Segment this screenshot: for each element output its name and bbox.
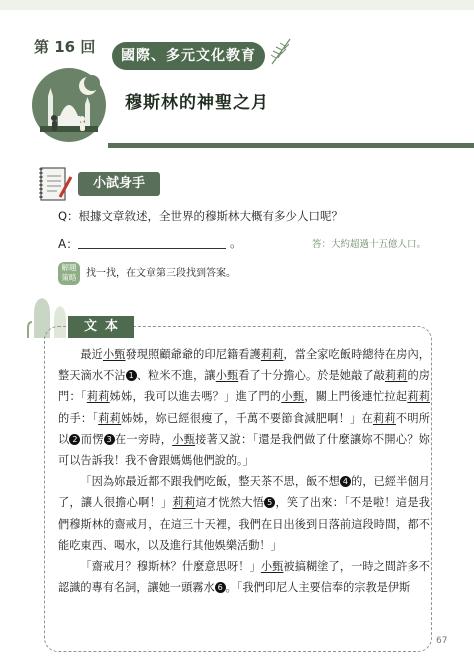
name-lili: 莉莉: [98, 411, 122, 425]
name-lili: 莉莉: [407, 390, 430, 404]
quiz-section-label: 小試身手: [78, 172, 160, 196]
text-run: 。「我們印尼人主要信奉的宗教是伊斯: [225, 581, 411, 595]
text-run: 最近: [80, 348, 103, 361]
name-lili: 莉莉: [372, 411, 396, 425]
strategy-text: 找一找，在文章第三段找到答案。: [86, 268, 236, 279]
name-xiaozhen: 小甄: [172, 432, 196, 446]
name-xiaozhen: 小甄: [102, 348, 126, 361]
name-lili: 莉莉: [86, 390, 110, 404]
notebook-pencil-icon: [38, 165, 72, 203]
footnote-marker: 1: [126, 370, 137, 381]
mosque-illustration: [30, 66, 108, 144]
text-run: 看了十分擔心。於是她敲了敲: [238, 369, 385, 383]
text-run: 姊姊，我可以進去嗎？」進了門的: [109, 390, 282, 404]
text-run: 「因為妳最近都不跟我們吃飯，整天茶不思，飯不想: [80, 475, 340, 489]
name-lili: 莉莉: [172, 496, 196, 510]
name-xiaozhen: 小甄: [215, 369, 239, 383]
answer-label: A：: [58, 237, 79, 251]
text-run: 姊姊，妳已經很瘦了，千萬不要節食減肥啊！」在: [121, 411, 373, 425]
text-run: 發現照顧爺爺的印尼籍看護: [125, 348, 261, 361]
text-run: ，當全家吃飯時總待在房內，整天滴水不沾: [58, 348, 430, 383]
answer-suffix: 。: [230, 236, 243, 250]
text-run: 不明所以: [58, 411, 430, 446]
footnote-marker: 3: [104, 434, 115, 445]
paragraph-3: [58, 556, 430, 598]
lesson-number: 第 16 回: [34, 38, 96, 56]
strategy-badge: 解題策略: [58, 262, 80, 285]
theme-badge: 國際、多元文化教育: [112, 42, 265, 70]
footnote-marker: 2: [69, 434, 80, 445]
name-lili: 莉莉: [260, 348, 284, 361]
footnote-marker: 6: [215, 582, 226, 593]
top-band: [0, 0, 474, 10]
text-run: ，關上門後連忙拉起: [304, 390, 408, 404]
text-run: 「齋戒月？穆斯林？什麼意思呀！」: [80, 560, 261, 574]
passage-body: [58, 344, 430, 598]
name-xiaozhen: 小甄: [260, 560, 284, 574]
name-lili: 莉莉: [384, 369, 408, 383]
text-run: 而愣: [80, 432, 104, 446]
text-run: 接著又說：「還是我們做了什麼讓妳不開心？妳可以告訴我！我不會跟媽媽他們說的。」: [58, 432, 430, 468]
answer-key: 答：大約超過十五億人口。: [312, 239, 427, 250]
footnote-marker: 4: [340, 476, 351, 487]
story-title: 穆斯林的神聖之月: [125, 93, 269, 113]
text-run: 、粒米不進，讓: [136, 369, 216, 383]
paragraph-2: [58, 471, 430, 556]
text-run: 的，已經半個月了，讓人很擔心啊！」: [58, 475, 430, 510]
header-divider: [108, 143, 474, 148]
text-run: 的房門：「: [58, 369, 430, 404]
footnote-marker: 5: [264, 497, 275, 508]
quiz-question: Q：根據文章敘述，全世界的穆斯林大概有多少人口呢？: [58, 209, 344, 223]
text-run: 在一旁時，: [114, 432, 173, 446]
paragraph-1: [58, 344, 430, 471]
text-run: 這才恍然大悟: [195, 496, 265, 510]
page-number: 67: [436, 636, 448, 646]
text-run: 的手：「: [58, 411, 99, 425]
passage-section-label: 文本: [68, 316, 134, 338]
answer-blank[interactable]: [78, 248, 226, 249]
text-run: ，笑了出來：「不是啦！這是我們穆斯林的齋戒月，在這三十天裡，我們在日出後到日落前這段時間，都不能吃東西、喝水，以及進行其他娛樂活動！」: [58, 496, 430, 552]
leaf-icon: [268, 36, 294, 66]
text-run: 被搞糊塗了，一時之間許多不認識的專有名詞，讓她一頭霧水: [58, 560, 430, 595]
name-xiaozhen: 小甄: [281, 390, 305, 404]
